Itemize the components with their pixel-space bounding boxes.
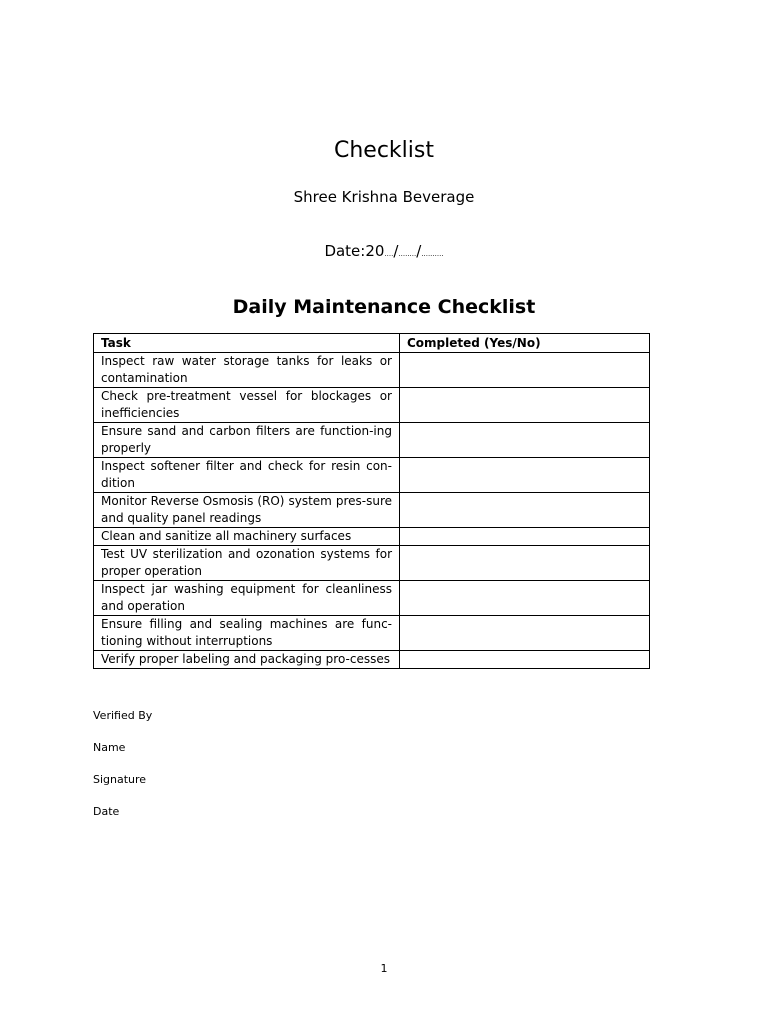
completed-cell[interactable] [400, 423, 650, 458]
completed-cell[interactable] [400, 458, 650, 493]
task-cell: Test UV sterilization and ozonation systems for proper operation [94, 546, 400, 581]
completed-cell[interactable] [400, 493, 650, 528]
company-name: Shree Krishna Beverage [293, 188, 475, 206]
column-header-completed: Completed (Yes/No) [400, 334, 650, 353]
date-line [0, 241, 768, 264]
name-label: Name [93, 741, 126, 754]
task-cell: Inspect softener filter and check for resin con-dition [94, 458, 400, 493]
completed-cell[interactable] [400, 616, 650, 651]
date-separator: / [416, 242, 422, 260]
table-header-row [94, 334, 650, 353]
page-number: 1 [380, 962, 388, 975]
table-row [94, 581, 650, 616]
task-cell: Ensure sand and carbon filters are function-ing properly [94, 423, 400, 458]
completed-cell[interactable] [400, 546, 650, 581]
document-title: Checklist [334, 138, 434, 163]
table-row [94, 458, 650, 493]
table-row [94, 493, 650, 528]
task-cell: Clean and sanitize all machinery surfaces [94, 528, 400, 546]
date-blank-day: .......... [421, 250, 444, 258]
table-row [94, 616, 650, 651]
table-row [94, 528, 650, 546]
completed-cell[interactable] [400, 581, 650, 616]
column-header-task: Task [94, 334, 400, 353]
table-row [94, 546, 650, 581]
task-cell: Ensure filling and sealing machines are func-tioning without interruptions [94, 616, 400, 651]
table-row [94, 388, 650, 423]
signature-label: Signature [93, 773, 147, 786]
task-cell: Inspect raw water storage tanks for leaks or contamination [94, 353, 400, 388]
date-prefix: Date:20 [324, 242, 385, 260]
task-cell: Monitor Reverse Osmosis (RO) system pres-sure and quality panel readings [94, 493, 400, 528]
task-cell: Check pre-treatment vessel for blockages or inefficiencies [94, 388, 400, 423]
table-row [94, 651, 650, 669]
table-row [94, 353, 650, 388]
completed-cell[interactable] [400, 388, 650, 423]
completed-cell[interactable] [400, 651, 650, 669]
table-row [94, 423, 650, 458]
date-blank-month: ........ [398, 250, 417, 258]
date-separator: / [393, 242, 399, 260]
checklist-heading: Daily Maintenance Checklist [232, 296, 536, 318]
date-label: Date [93, 805, 120, 818]
completed-cell[interactable] [400, 353, 650, 388]
completed-cell[interactable] [400, 528, 650, 546]
maintenance-table [93, 333, 650, 669]
date-blank-year: .... [384, 250, 394, 258]
task-cell: Inspect jar washing equipment for cleanliness and operation [94, 581, 400, 616]
verified-by-label: Verified By [93, 709, 153, 722]
task-cell: Verify proper labeling and packaging pro-cesses [94, 651, 400, 669]
